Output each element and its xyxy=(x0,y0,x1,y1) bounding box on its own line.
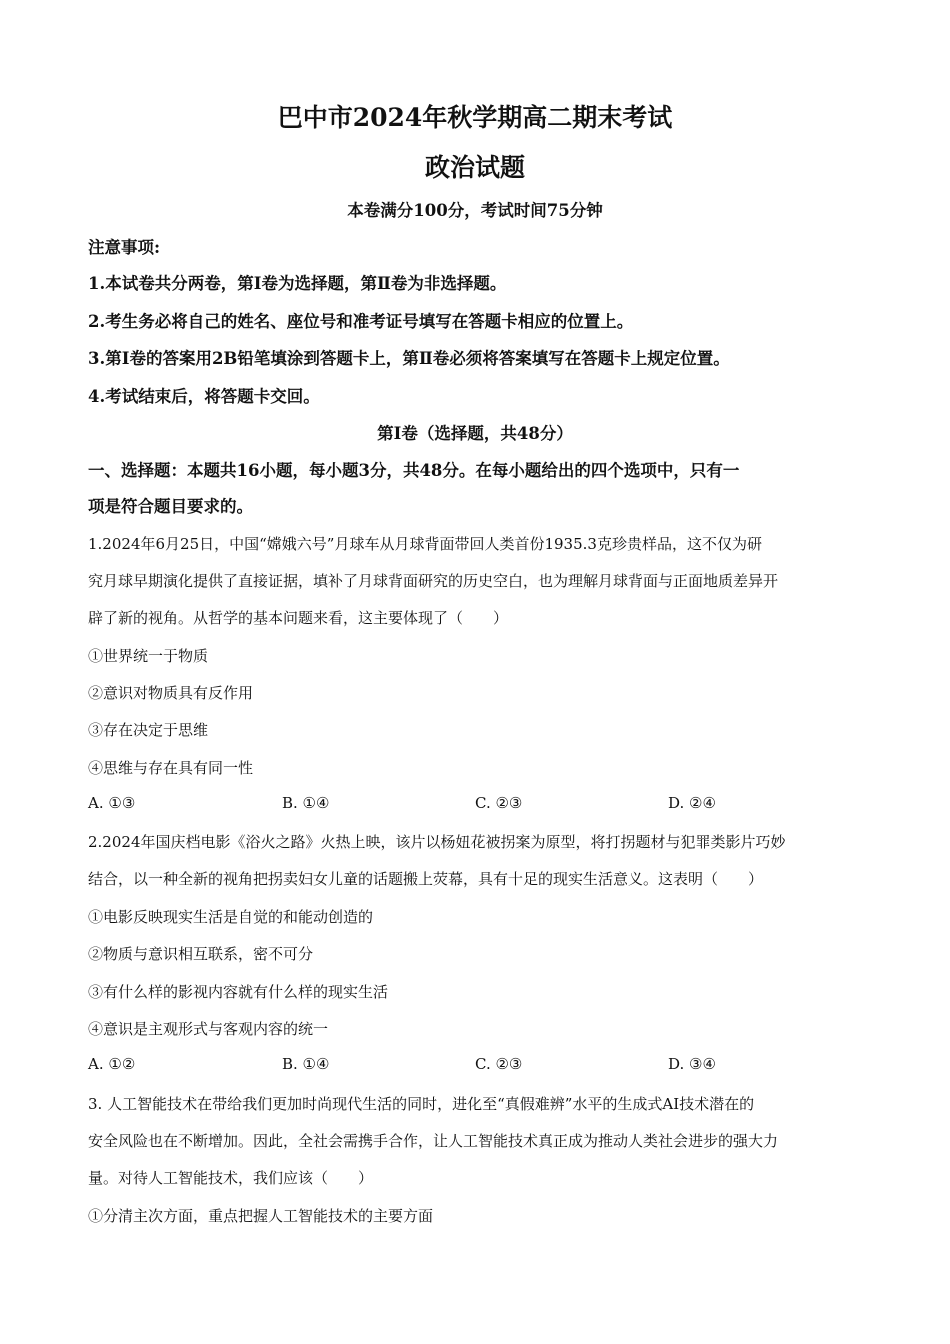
option-b: B. ①④ xyxy=(282,794,330,812)
notice-item: 1.本试卷共分两卷，第Ⅰ卷为选择题，第Ⅱ卷为非选择题。 xyxy=(88,274,507,293)
exam-title: 巴中市2024年秋学期高二期末考试 xyxy=(277,103,673,132)
option-c: C. ②③ xyxy=(475,794,523,812)
section-intro: 一、选择题：本题共16小题，每小题3分，共48分。在每小题给出的四个选项中，只有一 xyxy=(88,461,740,480)
option-c: C. ②③ xyxy=(475,1055,523,1073)
question-2-statement: ①电影反映现实生活是自觉的和能动创造的 xyxy=(88,908,374,926)
section-intro: 项是符合题目要求的。 xyxy=(88,497,253,516)
exam-meta: 本卷满分100分，考试时间75分钟 xyxy=(347,201,603,220)
question-2-stem: 结合，以一种全新的视角把拐卖妇女儿童的话题搬上荧幕，具有十足的现实生活意义。这表明（ ） xyxy=(88,870,764,888)
question-3-statement: ①分清主次方面，重点把握人工智能技术的主要方面 xyxy=(88,1207,434,1225)
question-3-stem: 量。对待人工智能技术，我们应该（ ） xyxy=(88,1169,374,1187)
option-d: D. ②④ xyxy=(668,794,716,812)
option-b: B. ①④ xyxy=(282,1055,330,1073)
question-1-statement: ③存在决定于思维 xyxy=(88,721,209,739)
notice-item: 2.考生务必将自己的姓名、座位号和准考证号填写在答题卡相应的位置上。 xyxy=(88,312,634,331)
question-3-stem: 3. 人工智能技术在带给我们更加时尚现代生活的同时，进化至“真假难辨”水平的生成式AI技术潜在的 xyxy=(88,1095,755,1113)
question-2-statement: ③有什么样的影视内容就有什么样的现实生活 xyxy=(88,983,389,1001)
question-1-stem: 究月球早期演化提供了直接证据，填补了月球背面研究的历史空白，也为理解月球背面与正面地质差异开 xyxy=(88,572,779,590)
notice-item: 4.考试结束后，将答题卡交回。 xyxy=(88,387,320,406)
option-a: A. ①③ xyxy=(88,794,136,812)
option-d: D. ③④ xyxy=(668,1055,716,1073)
question-2-statement: ②物质与意识相互联系，密不可分 xyxy=(88,945,314,963)
question-1-stem: 1.2024年6月25日，中国“嫦娥六号”月球车从月球背面带回人类首份1935.3克珍贵样品，这不仅为研 xyxy=(88,535,762,553)
question-3-stem: 安全风险也在不断增加。因此，全社会需携手合作，让人工智能技术真正成为推动人类社会进步的强大力 xyxy=(88,1132,779,1150)
exam-subtitle: 政治试题 xyxy=(424,153,525,182)
question-1-statement: ④思维与存在具有同一性 xyxy=(88,759,254,777)
question-2-statement: ④意识是主观形式与客观内容的统一 xyxy=(88,1020,329,1038)
section-title: 第Ⅰ卷（选择题，共48分） xyxy=(377,424,573,443)
option-a: A. ①② xyxy=(88,1055,136,1073)
question-1-stem: 辟了新的视角。从哲学的基本问题来看，这主要体现了（ ） xyxy=(88,609,509,627)
question-2-stem: 2.2024年国庆档电影《浴火之路》火热上映，该片以杨妞花被拐案为原型，将打拐题材与犯罪类影片巧妙 xyxy=(88,833,786,851)
question-1-statement: ①世界统一于物质 xyxy=(88,647,209,665)
question-1-statement: ②意识对物质具有反作用 xyxy=(88,684,254,702)
notice-heading: 注意事项: xyxy=(88,238,161,257)
notice-item: 3.第Ⅰ卷的答案用2B铅笔填涂到答题卡上，第Ⅱ卷必须将答案填写在答题卡上规定位置。 xyxy=(88,349,730,368)
